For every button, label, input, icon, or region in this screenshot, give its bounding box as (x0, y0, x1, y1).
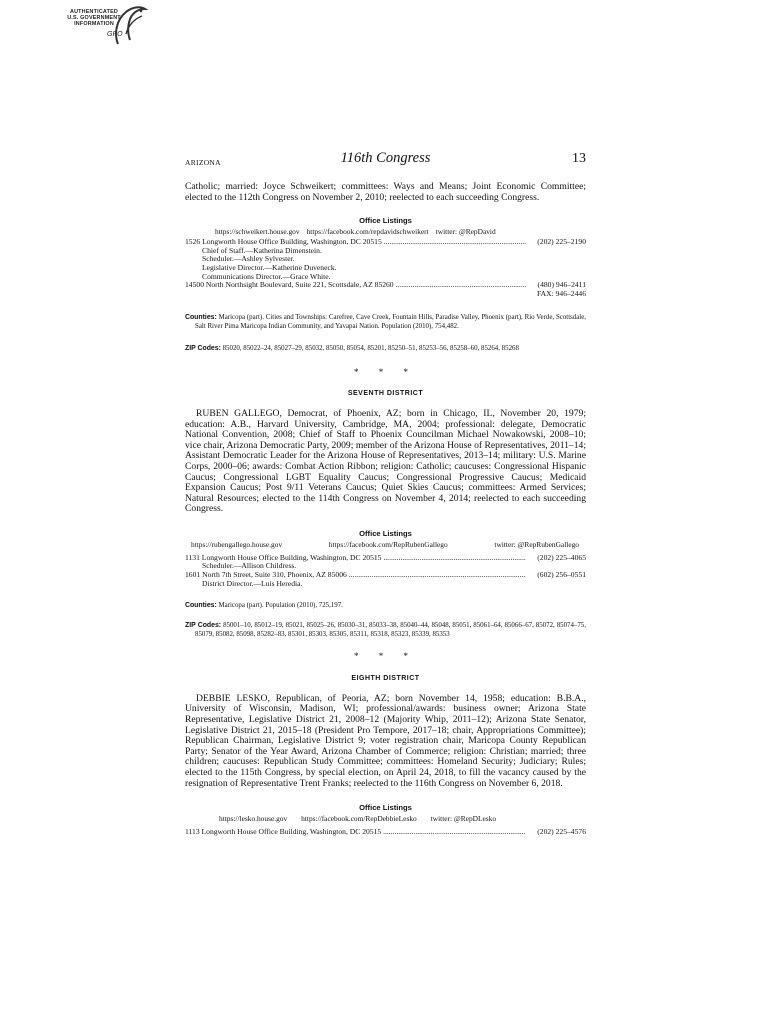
office-address-row (185, 828, 586, 837)
office-fax: FAX: 946–2446 (536, 288, 586, 298)
page-content (185, 150, 586, 837)
office-listings-title: Office Listings (359, 803, 412, 813)
zip-text: 85020, 85022–24, 85027–29, 85032, 85050, 85054, 85201, 85250–51, 85253–56, 85258–60, 85264, 85268 (222, 344, 519, 352)
office-phone: (480) 946–2411 (537, 280, 586, 290)
zip-codes-paragraph (185, 622, 586, 638)
staff-entry: Communications Director.—Grace White. (202, 271, 331, 281)
facebook-link[interactable]: https://facebook.com/RepDebbieLesko (301, 814, 417, 824)
state-name: ARIZONA (185, 158, 221, 167)
twitter-handle: twitter: @RepDLesko (430, 814, 497, 824)
member-bio: DEBBIE LESKO, Republican, of Peoria, AZ; born November 14, 1958; education: B.B.A., University of Wisconsin, Madison, WI; professional/awards: business owner; Arizona State Representative, Legislative District 21, 2008–12 (Majority Whip, 2011–12); Arizona State Senator, Legislative District 21, 2015–18 (President Pro Tempore, 2017–18; chair, Appropriations Committee); Republican Chairman, Legislative District 9; voter registration chair, Maricopa County Republican Party; Senator of the Year Award, Arizona Chamber of Commerce; religion: Christian; married; three children; caucuses: Republican Study Committee; committees: Homeland Security; Judiciary; Rules; elected to the 115th Congress, by special election, on April 24, 2018, to fill the vacancy caused by the resignation of Representative Trent Franks; reelected to the 116th Congress on November 6, 2018. (185, 692, 586, 789)
counties-text: Maricopa (part). Population (2010), 725,197. (218, 602, 343, 610)
running-header (185, 150, 586, 172)
district-heading: SEVENTH DISTRICT (347, 389, 424, 397)
staff-entry: Chief of Staff.—Katherina Dimenstein. (202, 245, 322, 255)
eagle-icon (112, 4, 148, 48)
office-address: 1113 Longworth House Office Building, Washington, DC 20515 ..... (185, 828, 526, 837)
section-separator: * * * (354, 366, 417, 377)
office-phone: (202) 225–2190 (537, 237, 586, 247)
counties-paragraph (185, 314, 586, 330)
page-number: 13 (572, 151, 586, 166)
office-phone: (602) 256–0551 (537, 570, 586, 580)
web-links (185, 812, 586, 823)
office-list (185, 554, 586, 588)
staff-entry: District Director.—Luis Heredia. (202, 578, 303, 588)
facebook-link[interactable]: https://facebook.com/repdavidschweikert (306, 227, 429, 237)
counties-label: Counties: (185, 602, 217, 610)
staff-entry: Scheduler.—Ashley Sylvester. (202, 254, 295, 264)
zip-label: ZIP Codes: (185, 622, 222, 630)
website-link[interactable]: https://schweikert.house.gov (215, 227, 300, 237)
twitter-handle: twitter: @RepDavid (435, 227, 496, 237)
district-heading: EIGHTH DISTRICT (351, 674, 420, 682)
gpo-authentication-seal (62, 4, 148, 48)
twitter-handle: twitter: @RepRubenGallego (494, 539, 579, 549)
office-list (185, 238, 586, 298)
web-links (185, 538, 586, 549)
staff-entry: Legislative Director.—Katherine Duveneck. (202, 262, 337, 272)
office-phone: (202) 225–4065 (537, 552, 586, 562)
zip-codes-paragraph (185, 345, 586, 353)
member-bio: RUBEN GALLEGO, Democrat, of Phoenix, AZ; born in Chicago, IL, November 20, 1979; education: A.B., Harvard University, Cambridge, MA, 2004; professional: delegate, Democratic National Convention, 2008; Chief of Staff to Phoenix Councilman Michael Nowakowski, 2008–10; vice chair, Arizona Democratic Party, 2009; member of the Arizona House of Representatives, 2011–14; Assistant Democratic Leader for the Arizona House of Representatives, 2013–14; military: U.S. Marine Corps, 2000–06; awards: Combat Action Ribbon; religion: Catholic; caucuses: Congressional Hispanic Caucus; Congressional LGBT Equality Caucus; Congressional Progressive Caucus; Medicaid Expansion Caucus; Post 9/11 Veterans Caucus; Quiet Skies Caucus; committees: Armed Services; Natural Resources; elected to the 114th Congress on November 4, 2014; reelected to each succeeding Congress. (185, 407, 586, 515)
gpo-logo-text: GPO (107, 31, 123, 38)
office-listings-title: Office Listings (359, 216, 412, 226)
zip-text: 85001–10, 85012–19, 85021, 85025–26, 85030–31, 85033–38, 85040–44, 85048, 85051, 85061–64, 85066–67, 85072, 85074–75, 85079, 85082, 85098, 85282–83, 85301, 85303, 85305, 85311, 85318, 85323, 85339, 85353 (195, 622, 586, 638)
counties-label: Counties: (185, 314, 217, 322)
office-list (185, 828, 586, 837)
office-address: 14500 North Northsight Boulevard, Suite 221, Scottsdale, AZ 85260 ..... (185, 281, 526, 290)
section-separator: * * * (354, 650, 417, 661)
office-address: 1131 Longworth House Office Building, Washington, DC 20515 ..... (185, 554, 526, 563)
seal-text: AUTHENTICATED U.S. GOVERNMENT INFORMATION (67, 9, 121, 28)
staff-list (185, 247, 586, 281)
website-link[interactable]: https://rubengallego.house.gov (191, 539, 283, 549)
counties-paragraph (185, 602, 586, 610)
facebook-link[interactable]: https://facebook.com/RepRubenGallego (328, 539, 448, 549)
congress-title: 116th Congress (340, 150, 431, 166)
counties-text: Maricopa (part). Cities and Townships: Carefree, Cave Creek, Fountain Hills, Paradise Valley, Phoenix (part), Rio Verde, Scottsdale, Salt River Pima Maricopa Indian Community, and Yavapai Nation. Population (2010), 754,482. (195, 314, 586, 330)
website-link[interactable]: https://lesko.house.gov (219, 814, 288, 824)
office-address: 1526 Longworth House Office Building, Washington, DC 20515 ..... (185, 238, 526, 247)
web-links (185, 225, 586, 236)
office-address-row (185, 281, 586, 290)
office-address: 1601 North 7th Street, Suite 310, Phoenix, AZ 85006 ..... (185, 571, 526, 580)
office-listings-title: Office Listings (359, 528, 412, 538)
zip-label: ZIP Codes: (185, 344, 221, 352)
office-phone: (202) 225–4576 (537, 827, 586, 837)
staff-entry: Scheduler.—Allison Childress. (202, 561, 297, 571)
schweikert-bio-continued: Catholic; married: Joyce Schweikert; committees: Ways and Means; Joint Economic Committee; elected to the 112th Congress on November 2, 2010; reelected to each succeeding Congress. (185, 181, 586, 203)
